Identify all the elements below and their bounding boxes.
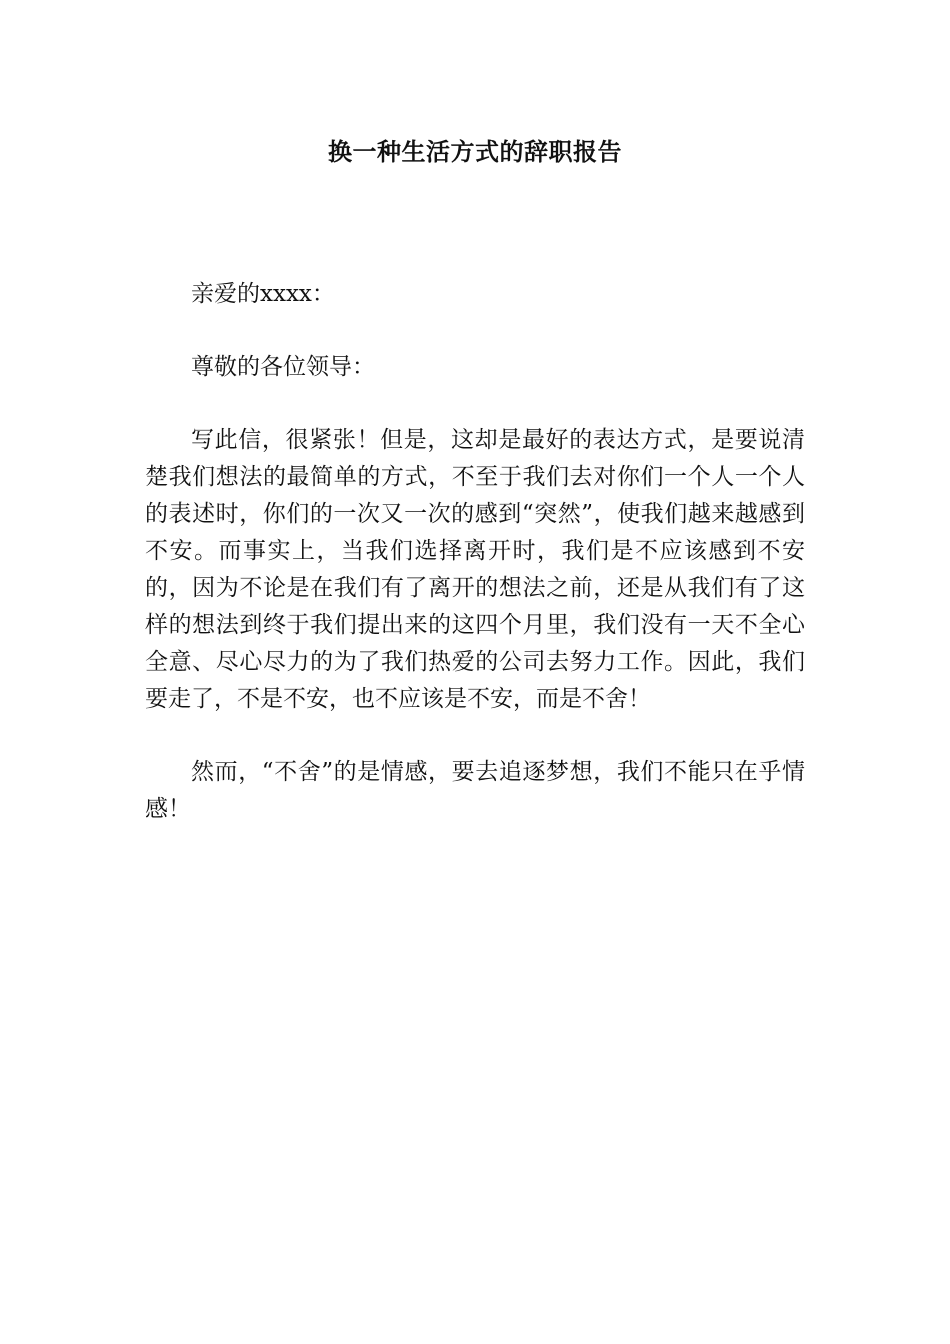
body-paragraph-1: 写此信，很紧张！但是，这却是最好的表达方式，是要说清楚我们想法的最简单的方式，不至于我们去对你们一个人一个人的表述时，你们的一次又一次的感到“突然”，使我们越来越感到不安。而事实上，当我们选择离开时，我们是不应该感到不安的，因为不论是在我们有了离开的想法之前，还是从我们有了这样的想法到终于我们提出来的这四个月里，我们没有一天不全心全意、尽心尽力的为了我们热爱的公司去努力工作。因此，我们要走了，不是不安，也不应该是不安，而是不舍！	[145, 427, 805, 712]
salutation-line-1: 亲爱的xxxx：	[191, 281, 335, 307]
document-title: 换一种生活方式的辞职报告	[328, 137, 622, 166]
document-body	[145, 258, 805, 846]
salutation-line-2: 尊敬的各位领导：	[191, 354, 375, 380]
body-paragraph-2: 然而，“不舍”的是情感，要去追逐梦想，我们不能只在乎情感！	[145, 759, 805, 822]
